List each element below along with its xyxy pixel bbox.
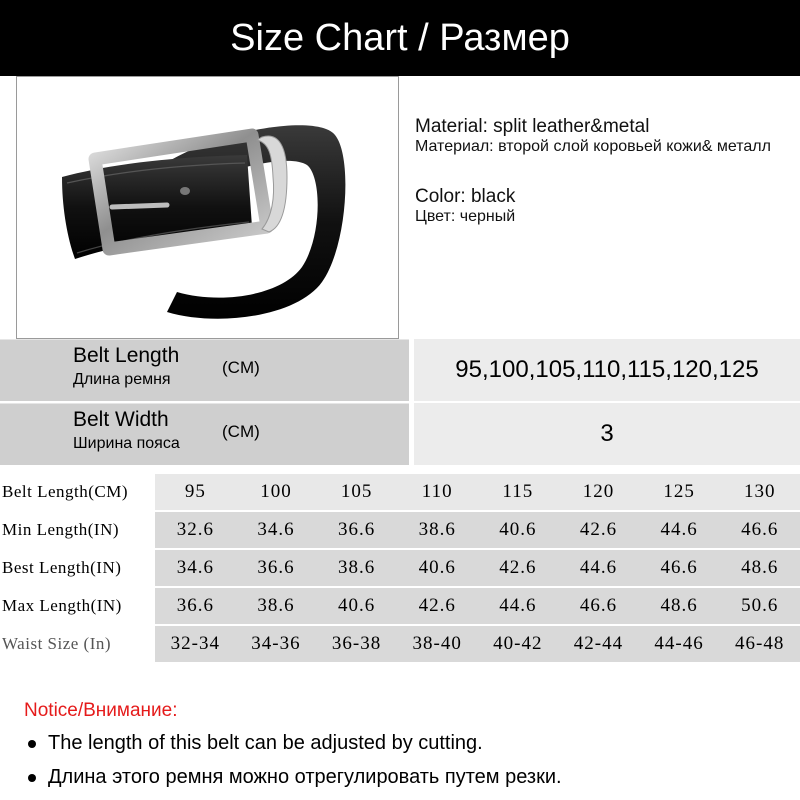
belt-width-value: 3 — [414, 403, 800, 465]
table-row — [0, 550, 800, 588]
table-cell: 125 — [663, 481, 695, 502]
belt-width-label-cell — [0, 403, 409, 465]
belt-length-row — [0, 339, 800, 403]
material-en: Material: split leather&metal — [415, 116, 650, 137]
table-cell: 46.6 — [741, 519, 779, 540]
table-cell: 40-42 — [493, 633, 543, 654]
table-cell: 48.6 — [660, 595, 698, 616]
belt-width-row — [0, 403, 800, 467]
notice-item-text: The length of this belt can be adjusted by cutting. — [48, 732, 483, 754]
table-cell: 36-38 — [331, 633, 382, 654]
table-cell: 42.6 — [579, 519, 618, 540]
table-row — [0, 512, 800, 550]
color-ru: Цвет: черный — [415, 208, 516, 225]
table-cell: 34-36 — [251, 633, 301, 654]
notice-item-text: Длина этого ремня можно отрегулировать путем резки. — [48, 766, 562, 788]
table-cell: 32-34 — [170, 633, 220, 654]
notice-title: Notice/Внимание: — [24, 700, 178, 721]
belt-length-label-cell — [0, 339, 409, 401]
belt-length-unit: (CM) — [222, 358, 260, 377]
table-cell: 100 — [260, 481, 292, 502]
table-cell: 38-40 — [412, 633, 462, 654]
row-label: Max Length(IN) — [0, 588, 155, 624]
table-cell: 48.6 — [741, 557, 779, 578]
table-cell: 40.6 — [499, 519, 537, 540]
color-en: Color: black — [415, 186, 516, 207]
table-cell: 42.6 — [418, 595, 456, 616]
size-conversion-table — [0, 474, 800, 664]
material-ru: Материал: второй слой коровьей кожи& металл — [415, 138, 771, 155]
belt-width-unit: (CM) — [222, 422, 260, 441]
belt-width-label-en: Belt Width — [73, 408, 169, 431]
table-cell: 130 — [743, 481, 776, 502]
bullet-dot-icon — [28, 740, 36, 748]
table-cell: 32.6 — [176, 519, 214, 540]
size-chart-header — [0, 0, 800, 76]
table-row — [0, 474, 800, 512]
product-specs — [415, 116, 795, 226]
table-cell: 46.6 — [579, 595, 618, 616]
table-cell: 50.6 — [741, 595, 779, 616]
table-cell: 115 — [502, 481, 534, 502]
belt-illustration — [17, 77, 398, 338]
table-cell: 120 — [582, 481, 615, 502]
table-cell: 38.6 — [337, 557, 376, 578]
belt-width-label-ru: Ширина пояса — [73, 435, 180, 452]
table-cell: 44.6 — [660, 519, 698, 540]
table-cell: 36.6 — [337, 519, 376, 540]
table-row — [0, 588, 800, 626]
table-cell: 44-46 — [654, 633, 704, 654]
table-cell: 46.6 — [660, 557, 698, 578]
table-cell: 44.6 — [499, 595, 537, 616]
table-cell: 95 — [184, 481, 206, 502]
row-label: Belt Length(CM) — [0, 474, 155, 510]
table-cell: 40.6 — [337, 595, 376, 616]
belt-length-value: 95,100,105,110,115,120,125 — [414, 339, 800, 401]
table-cell: 42-44 — [573, 633, 624, 654]
table-row — [0, 626, 800, 664]
table-cell: 34.6 — [176, 557, 214, 578]
belt-length-label-ru: Длина ремня — [73, 371, 171, 388]
table-cell: 38.6 — [418, 519, 456, 540]
belt-length-label-en: Belt Length — [73, 344, 180, 367]
table-cell: 36.6 — [176, 595, 214, 616]
table-cell: 44.6 — [579, 557, 618, 578]
table-cell: 42.6 — [499, 557, 537, 578]
notice-item — [28, 732, 483, 755]
table-cell: 36.6 — [257, 557, 295, 578]
row-label: Waist Size (In) — [0, 626, 155, 662]
table-cell: 105 — [340, 481, 373, 502]
notice-item — [28, 766, 562, 789]
table-cell: 40.6 — [418, 557, 456, 578]
row-label: Min Length(IN) — [0, 512, 155, 548]
belt-product-image — [16, 76, 399, 339]
page-title: Size Chart / Размер — [230, 16, 570, 59]
row-label: Best Length(IN) — [0, 550, 155, 586]
table-cell: 34.6 — [257, 519, 295, 540]
table-cell: 38.6 — [257, 595, 295, 616]
table-cell: 110 — [421, 481, 453, 502]
bullet-dot-icon — [28, 774, 36, 782]
table-cell: 46-48 — [735, 633, 785, 654]
